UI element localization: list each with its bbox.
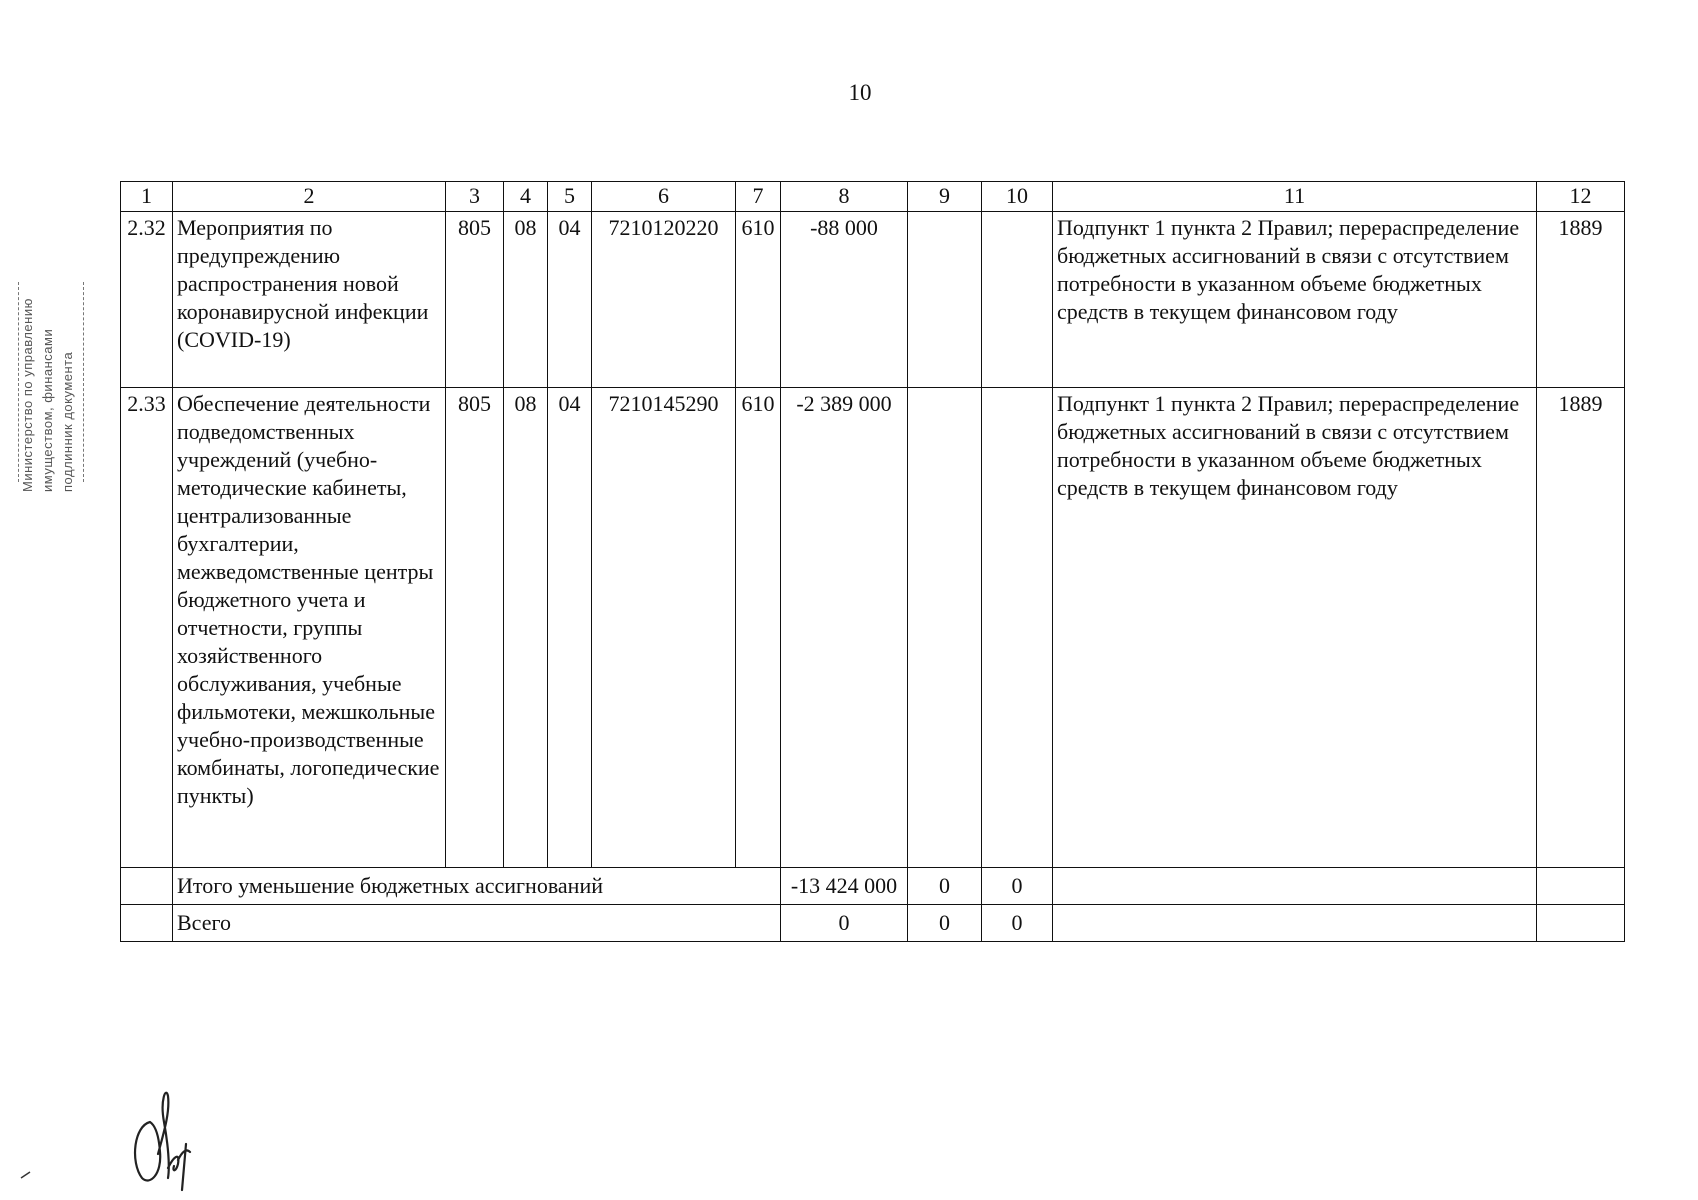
corner-mark bbox=[20, 1170, 32, 1180]
total-decrease-col-8: -13 424 000 bbox=[781, 868, 908, 905]
ministry-code: 805 bbox=[446, 388, 504, 868]
grand-total-col-10: 0 bbox=[982, 905, 1053, 942]
document-code: 1889 bbox=[1537, 212, 1625, 388]
grand-total-col-9: 0 bbox=[908, 905, 982, 942]
handwritten-signature bbox=[128, 1082, 198, 1192]
column-header: 12 bbox=[1537, 182, 1625, 212]
column-header: 1 bbox=[121, 182, 173, 212]
empty-cell bbox=[1053, 868, 1537, 905]
grand-total-col-8: 0 bbox=[781, 905, 908, 942]
side-stamp bbox=[18, 272, 90, 492]
activity-name: Мероприятия по предупреждению распространения новой коронавирусной инфекции (COVID-19) bbox=[173, 212, 446, 388]
legal-basis: Подпункт 1 пункта 2 Правил; перераспределение бюджетных ассигнований в связи с отсутствием потребности в указанном объеме бюджетных средств в текущем финансовом году bbox=[1053, 388, 1537, 868]
amount-col-10 bbox=[982, 212, 1053, 388]
total-decrease-col-10: 0 bbox=[982, 868, 1053, 905]
total-decrease-label: Итого уменьшение бюджетных ассигнований bbox=[173, 868, 781, 905]
target-article-code: 7210120220 bbox=[592, 212, 736, 388]
table-row bbox=[121, 388, 1625, 868]
row-number: 2.32 bbox=[121, 212, 173, 388]
section-code: 08 bbox=[504, 388, 548, 868]
target-article-code: 7210145290 bbox=[592, 388, 736, 868]
column-header: 3 bbox=[446, 182, 504, 212]
column-header: 5 bbox=[548, 182, 592, 212]
stamp-line: Министерство по управлению bbox=[20, 298, 35, 492]
section-code: 08 bbox=[504, 212, 548, 388]
activity-name: Обеспечение деятельности подведомственных учреждений (учебно-методические кабинеты, централизованные бухгалтерии, межведомственные центры бюджетного учета и отчетности, группы хозяйственного обслуживания, учебные фильмотеки, межшкольные учебно-производственные комбинаты, логопедические пункты) bbox=[173, 388, 446, 868]
page-number: 10 bbox=[848, 80, 872, 105]
amount-change: -88 000 bbox=[781, 212, 908, 388]
empty-cell bbox=[1537, 905, 1625, 942]
amount-col-9 bbox=[908, 212, 982, 388]
expense-type-code: 610 bbox=[736, 388, 781, 868]
column-header: 4 bbox=[504, 182, 548, 212]
empty-cell bbox=[1537, 868, 1625, 905]
column-header: 6 bbox=[592, 182, 736, 212]
table-header-row bbox=[121, 182, 1625, 212]
total-decrease-col-9: 0 bbox=[908, 868, 982, 905]
empty-cell bbox=[121, 868, 173, 905]
column-header: 7 bbox=[736, 182, 781, 212]
ministry-code: 805 bbox=[446, 212, 504, 388]
subsection-code: 04 bbox=[548, 388, 592, 868]
stamp-line: имуществом, финансами bbox=[40, 328, 55, 492]
budget-allocation-table bbox=[120, 181, 1625, 942]
amount-col-9 bbox=[908, 388, 982, 868]
table-row bbox=[121, 212, 1625, 388]
column-header: 10 bbox=[982, 182, 1053, 212]
stamp-line: подлинник документа bbox=[60, 351, 75, 492]
column-header: 11 bbox=[1053, 182, 1537, 212]
grand-total-row bbox=[121, 905, 1625, 942]
empty-cell bbox=[1053, 905, 1537, 942]
column-header: 9 bbox=[908, 182, 982, 212]
expense-type-code: 610 bbox=[736, 212, 781, 388]
column-header: 8 bbox=[781, 182, 908, 212]
document-code: 1889 bbox=[1537, 388, 1625, 868]
legal-basis: Подпункт 1 пункта 2 Правил; перераспределение бюджетных ассигнований в связи с отсутствием потребности в указанном объеме бюджетных средств в текущем финансовом году bbox=[1053, 212, 1537, 388]
total-decrease-row bbox=[121, 868, 1625, 905]
amount-change: -2 389 000 bbox=[781, 388, 908, 868]
row-number: 2.33 bbox=[121, 388, 173, 868]
column-header: 2 bbox=[173, 182, 446, 212]
empty-cell bbox=[121, 905, 173, 942]
grand-total-label: Всего bbox=[173, 905, 781, 942]
subsection-code: 04 bbox=[548, 212, 592, 388]
amount-col-10 bbox=[982, 388, 1053, 868]
